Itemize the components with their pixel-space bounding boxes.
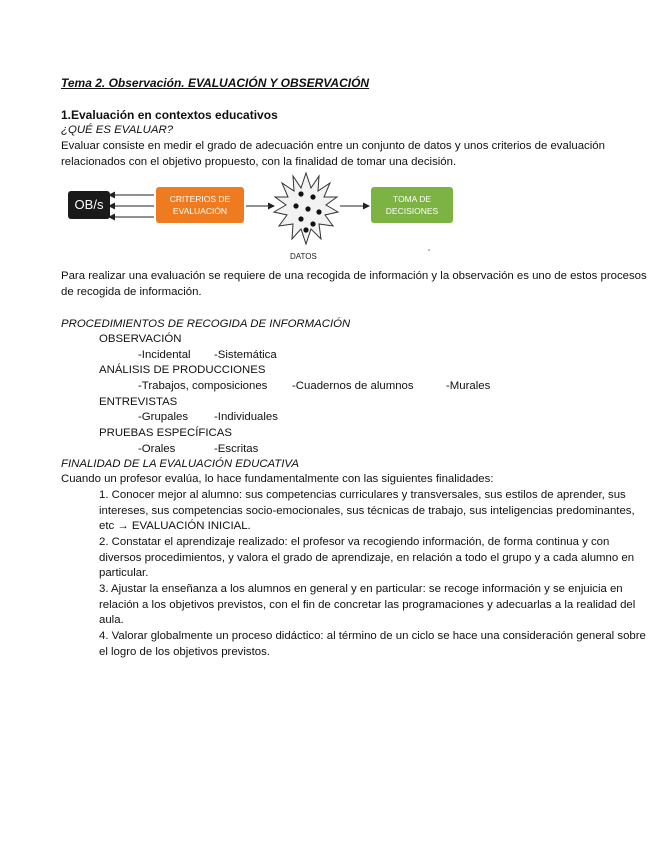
finalidad-item: 1. Conocer mejor al alumno: sus competencias curriculares y transversales, sus estilos de aprender, sus intereses, sus competencias socio-emocionales, sus técnicas de trabajo, sus inteligencias predominantes, etc → EVALUACIÓN INICIAL. (99, 489, 635, 532)
section-heading: 1.Evaluación en contextos educativos (61, 108, 278, 122)
criterios-label-line2: EVALUACIÓN (172, 206, 228, 216)
finalidad-item: 3. Ajustar la enseñanza a los alumnos en general y en particular: se recoge información y se enjuicia en relación a los objetivos previstos, con el fin de concretar las programaciones y adecuarlas a la realidad del aula. (99, 583, 636, 626)
datos-label: DATOS (290, 252, 317, 261)
list-item: -Individuales (214, 411, 278, 423)
criterios-box (156, 187, 244, 223)
procedimientos-heading: PROCEDIMIENTOS DE RECOGIDA DE INFORMACIÓN (61, 318, 351, 330)
list-item: -Grupales (138, 411, 189, 423)
obs-label: OB/s (74, 197, 104, 212)
list-item: -Sistemática (214, 349, 277, 361)
group-entrevistas: ENTREVISTAS (99, 396, 178, 408)
document-title: Tema 2. Observación. EVALUACIÓN Y OBSERVACIÓN (61, 76, 370, 90)
finalidad-item: 2. Constatar el aprendizaje realizado: el profesor va recogiendo información, de forma continua y con diversos procedimientos, y valora el grado de aprendizaje, en relación a todo el grupo y a cada alumno en particular. (99, 536, 635, 579)
group-analisis: ANÁLISIS DE PRODUCCIONES (99, 364, 266, 376)
finalidad-heading: FINALIDAD DE LA EVALUACIÓN EDUCATIVA (61, 458, 299, 470)
toma-decisiones-box (371, 187, 453, 223)
toma-label-line1: TOMA DE (392, 194, 432, 204)
criterios-label-line1: CRITERIOS DE (169, 194, 231, 204)
question-heading: ¿QUÉ ES EVALUAR? (61, 124, 174, 136)
recogida-paragraph: Para realizar una evaluación se requiere de una recogida de información y la observación es uno de estos procesos de recogida de información. (61, 270, 647, 298)
group-observacion: OBSERVACIÓN (99, 333, 182, 345)
list-item: -Murales (446, 380, 491, 392)
list-item: -Escritas (214, 443, 259, 455)
list-item: -Orales (138, 443, 176, 455)
group-pruebas: PRUEBAS ESPECÍFICAS (99, 427, 232, 439)
obs-box (68, 191, 110, 219)
evaluation-diagram (60, 168, 480, 264)
finalidad-intro: Cuando un profesor evalúa, lo hace fundamentalmente con las siguientes finalidades: (61, 473, 494, 485)
definition-paragraph: Evaluar consiste en medir el grado de adecuación entre un conjunto de datos y unos criterios de evaluación relacionados con el objetivo propuesto, con la finalidad de tomar una decisión. (61, 140, 605, 168)
toma-label-line2: DECISIONES (385, 206, 439, 216)
list-item: -Trabajos, composiciones (138, 380, 268, 392)
list-item: -Cuadernos de alumnos (292, 380, 414, 392)
list-item: -Incidental (138, 349, 191, 361)
finalidad-item: 4. Valorar globalmente un proceso didáctico: al término de un ciclo se hace una consideración general sobre el logro de los objetivos previstos. (99, 630, 646, 658)
datos-burst (274, 173, 338, 244)
